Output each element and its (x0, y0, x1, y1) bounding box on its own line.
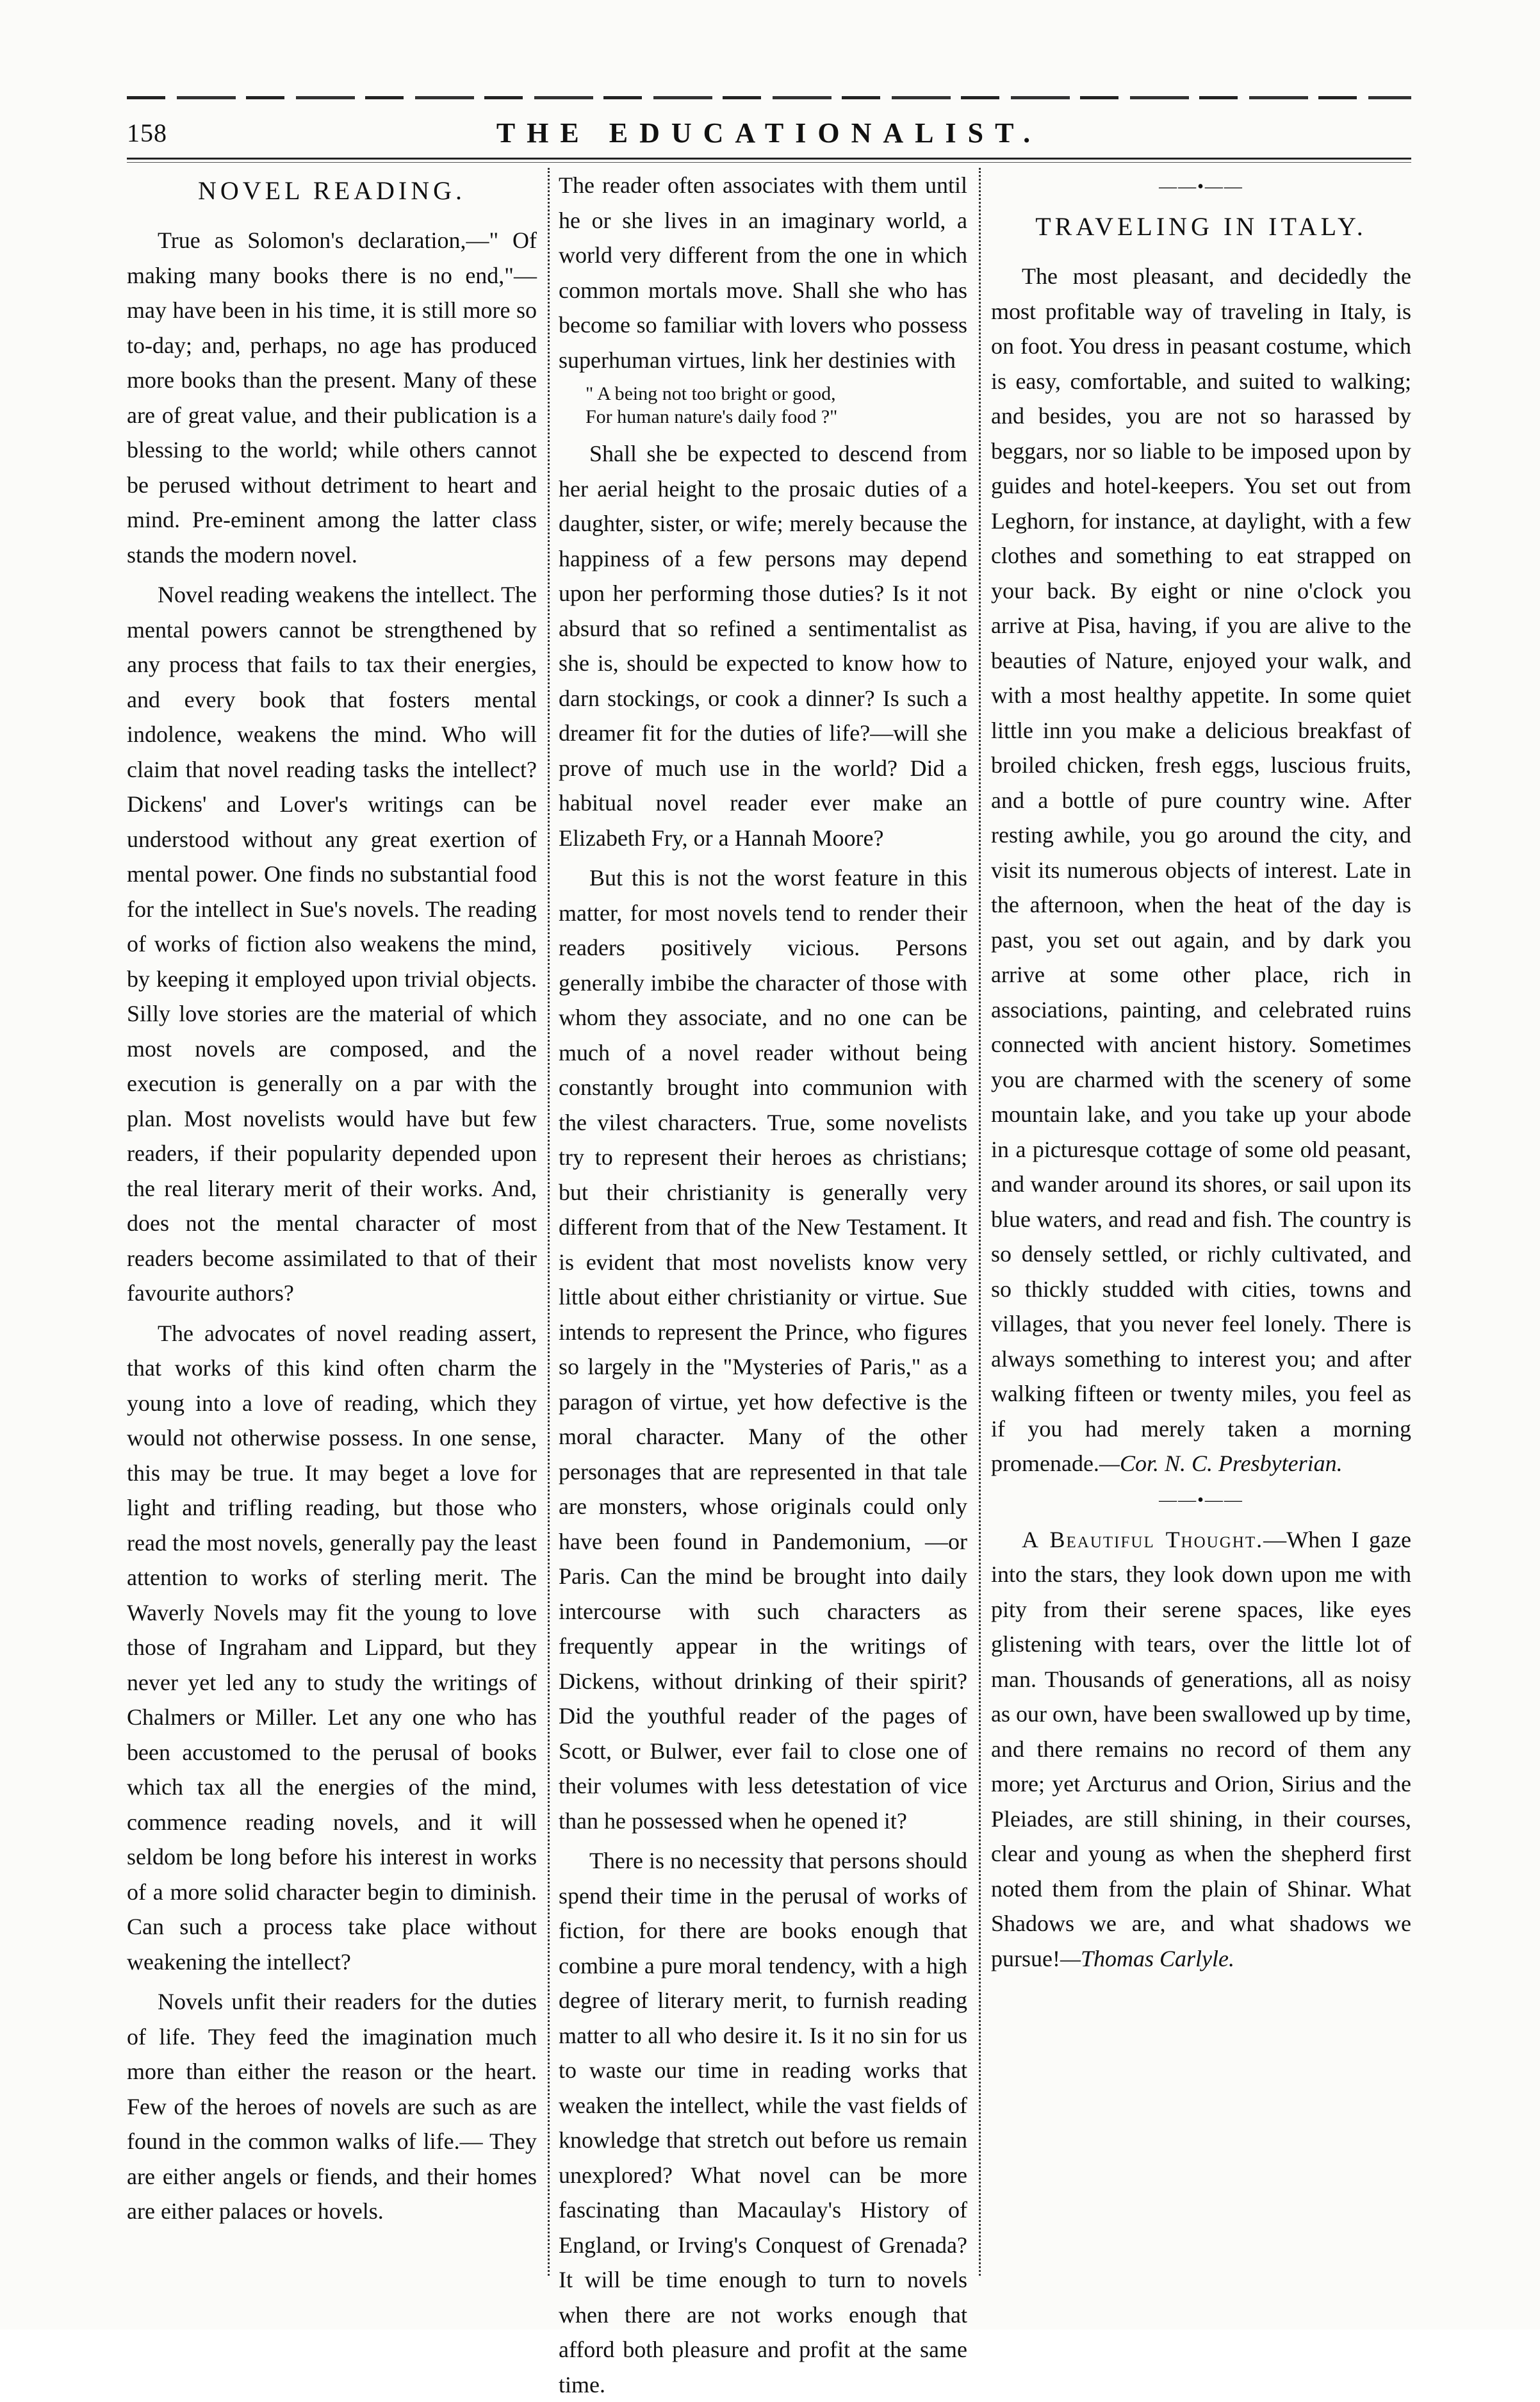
paragraph: There is no necessity that persons should spend their time in the perusal of works of fiction, for there are books enough that combine a pure moral tendency, with a high degree of literary merit, to furnish reading matter to all who desire it. Is it no sin for us to waste our time in reading works that weaken the intellect, while the vast fields of knowledge that stretch out before us remain unexplored? What novel can be more fascinating than Macaulay's History of England, or Irving's Conquest of Grenada? It will be time enough to turn to novels when there are not works enough that afford both pleasure and profit at the same time. (559, 1848, 967, 2398)
attribution: —Cor. N. C. Presbyterian. (1099, 1451, 1343, 1476)
paragraph: The reader often associates with them until he or she lives in an imaginary world, a world very different from the one in which common mortals move. Shall she who has become so familiar with lovers who possess superhuman virtues, link her destinies with (559, 172, 967, 373)
quote-line: " A being not too bright or good, (586, 383, 836, 404)
column-right (991, 168, 1411, 2276)
page-number: 158 (127, 119, 167, 147)
paragraph-text: —When I gaze into the stars, they look down upon me with pity from their serene spaces, like eyes glistening with tears, over the little lot of man. Thousands of generations, all as noisy as our own, have been swallowed up by time, and there remains no record of them any more; yet Arcturus and Orion, Sirius and the Pleiades, are still shining, in their courses, clear and young as when the shepherd first noted them from the plain of Shinar. What Shadows we are, and what shadows we pursue! (991, 1526, 1411, 1971)
section-divider: ——•—— (1159, 177, 1243, 197)
paragraph: Novel reading weakens the intellect. The mental powers cannot be strengthened by any process that fails to tax their energies, and every book that fosters mental indolence, weakens the mind. Who will claim that novel reading tasks the intellect? Dickens' and Lover's writings can be understood without any great exertion of mental power. One finds no substantial food for the intellect in Sue's novels. The reading of works of fiction also weakens the mind, by keeping it employed upon trivial objects. Silly love stories are the material of which most novels are composed, and the execution is generally on a par with the plan. Most novelists would have but few readers, if their popularity depended upon the real literary merit of their works. And, does not the mental character of most readers become assimilated to that of their favourite authors? (127, 582, 537, 1306)
running-title: THE EDUCATIONALIST. (496, 117, 1042, 149)
paragraph (991, 1522, 1411, 1977)
quote-line: For human nature's daily food ?" (586, 406, 838, 427)
paragraph: Novels unfit their readers for the duties of life. They feed the imagination much more than either the reason or the heart. Few of the heroes of novels are such as are found in the common walks of life.— They are either angels or fiends, and their homes are either palaces or hovels. (127, 1989, 537, 2224)
article-title-traveling: TRAVELING IN ITALY. (1035, 212, 1367, 241)
paragraph-text: The most pleasant, and decidedly the most profitable way of traveling in Italy, is on foot. You dress in peasant costume, which is easy, comfortable, and suited to walking; and besides, you are not so harassed by beggars, nor so liable to be imposed upon by guides and hotel-keepers. You set out from Leghorn, for instance, at daylight, with a few clothes and something to eat strapped on your back. By eight or nine o'clock you arrive at Pisa, having, if you are alive to the beauties of Nature, enjoyed your walk, and with a most healthy appetite. In some quiet little inn you make a delicious breakfast of broiled chicken, fresh eggs, luscious fruits, and a bottle of pure country wine. After resting awhile, you go around the city, and visit its numerous objects of interest. Late in the afternoon, when the heat of the day is past, you set out again, and by dark you arrive at some other place, rich in associations, painting, and celebrated ruins connected with ancient history. Sometimes you are charmed with the scenery of some mountain lake, and you take up your abode in a picturesque cottage of some old peasant, and wander around its shores, or sail upon its blue waters, and read and fish. The country is so densely settled, or richly cultivated, and so thickly studded with cities, towns and villages, that you never feel lonely. There is always something to interest you; and after walking fifteen or twenty miles, you feel as if you had merely taken a morning promenade. (991, 263, 1411, 1476)
paragraph (991, 259, 1411, 1481)
column-middle (559, 168, 967, 2398)
paragraph: The advocates of novel reading assert, that works of this kind often charm the young into a love of reading, which they would not otherwise possess. In one sense, this may be true. It may beget a love for light and trifling reading, but those who read the most novels, generally pay the least attention to works of sterling merit. The Waverly Novels may fit the young to love those of Ingraham and Lippard, but they never yet led any to study the writings of Chalmers or Miller. Let any one who has been accustomed to the perusal of books which tax all the energies of the mind, commence reading novels, and it will seldom be long before his interest in works of a more solid character begin to diminish. Can such a process take place without weakening the intellect? (127, 1320, 537, 1975)
column-divider-2 (979, 168, 981, 2276)
column-divider-1 (548, 168, 550, 2276)
article-title-novel-reading: NOVEL READING. (197, 176, 466, 205)
attribution: —Thomas Carlyle. (1060, 1945, 1234, 1971)
column-left (127, 168, 537, 2276)
header-rule (127, 158, 1411, 163)
page-header (127, 114, 1411, 152)
paragraph: True as Solomon's declaration,—" Of making many books there is no end,"— may have been in his time, it is still more so to-day; and, perhaps, no age has produced more books than the present. Many of these are of great value, and their publication is a blessing to the world; while others cannot be perused without detriment to heart and mind. Pre-eminent among the latter class stands the modern novel. (127, 227, 537, 568)
article-title-beautiful-thought: A Beautiful Thought. (1022, 1526, 1264, 1552)
top-ornamental-rule (127, 96, 1411, 99)
poetry-quote (586, 383, 967, 429)
section-divider: ——•—— (1159, 1490, 1243, 1510)
paragraph: Shall she be expected to descend from her aerial height to the prosaic duties of a daughter, sister, or wife; merely because the happiness of a few persons may depend upon her performing those duties? Is it not absurd that so refined a sentimentalist as she is, should be expected to know how to darn stockings, or cook a dinner? Is such a dreamer fit for the duties of life?—will she prove of much use in the world? Did a habitual novel reader ever make an Elizabeth Fry, or a Hannah Moore? (559, 441, 967, 851)
paragraph: But this is not the worst feature in this matter, for most novels tend to render their readers positively vicious. Persons generally imbibe the character of those with whom they associate, and no one can be much of a novel reader without being constantly brought into communion with the vilest characters. True, some novelists try to represent their heroes as christians; but their christianity is generally very different from that of the New Testament. It is evident that most novelists know very little about either christianity or virtue. Sue intends to represent the Prince, who figures so largely in the "Mysteries of Paris," as a paragon of virtue, yet how defective is the moral character. Many of the other personages that are represented in that tale are monsters, whose originals could only have been found in Pandemonium, —or Paris. Can the mind be brought into daily intercourse with such characters as frequently appear in the writings of Dickens, without drinking of their spirit? Did the youthful reader of the pages of Scott, or Bulwer, ever fail to close one of their volumes with less detestation of vice than he possessed when he opened it? (559, 865, 967, 1834)
